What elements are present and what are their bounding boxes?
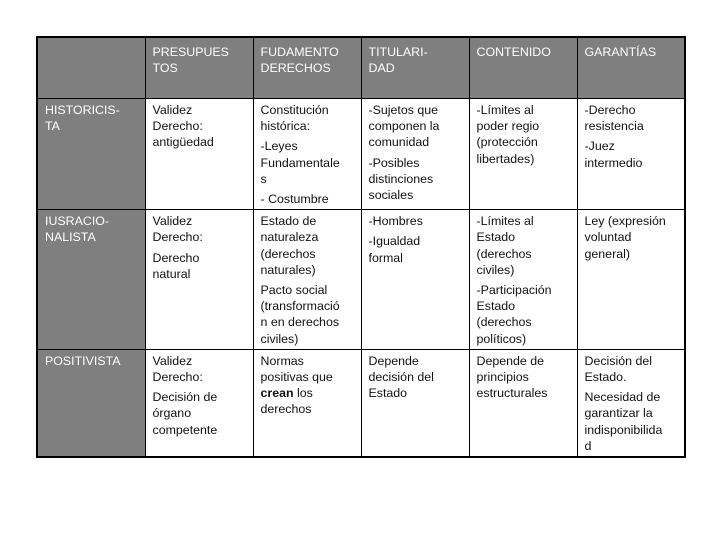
cell-line: - Costumbre <box>260 192 329 207</box>
cell-line: -Juez <box>584 139 615 154</box>
column-header-line: DAD <box>368 61 395 76</box>
cell-line: Estado de <box>260 214 317 229</box>
cell-line: positivas que <box>260 370 333 385</box>
cell-line: (transformació <box>260 299 340 314</box>
cell-line: (derechos <box>476 246 532 261</box>
cell-line: Derecho: <box>152 119 203 134</box>
bold-word: crean <box>260 386 294 401</box>
table-cell <box>253 99 361 210</box>
comparison-table <box>36 36 686 458</box>
row-header <box>37 210 145 350</box>
cell-line: Decisión de <box>152 390 218 405</box>
cell-line: -Límites al <box>476 103 534 117</box>
cell-line: voluntad <box>584 230 632 245</box>
table-cell <box>145 99 253 210</box>
cell-line: Validez <box>152 353 193 368</box>
column-header-line: PRESUPUES <box>152 45 229 59</box>
cell-line <box>261 385 355 401</box>
cell-line: resistencia <box>584 119 644 134</box>
row-header <box>37 349 145 457</box>
cell-line: -Igualdad <box>368 234 421 249</box>
cell-line: Estado <box>476 230 516 245</box>
table-cell <box>361 349 469 457</box>
row-header <box>37 99 145 210</box>
line-tail: los <box>293 386 313 401</box>
cell-line: antigüedad <box>152 135 214 150</box>
cell-line: (protección <box>476 135 538 150</box>
row-header-line: POSITIVISTA <box>45 353 121 368</box>
table-cell <box>145 210 253 350</box>
cell-line: civiles) <box>476 262 515 277</box>
column-header <box>145 37 253 99</box>
cell-line: n en derechos <box>260 315 340 330</box>
cell-line: d <box>584 438 592 453</box>
corner-cell <box>37 37 145 99</box>
cell-line: -Leyes <box>260 139 298 154</box>
row-header-line: HISTORICIS- <box>45 103 120 117</box>
column-header <box>469 37 577 99</box>
cell-line: Fundamentale <box>260 155 340 170</box>
cell-line: -Posibles <box>368 155 420 170</box>
table-cell <box>469 349 577 457</box>
cell-line: Estado. <box>584 370 627 385</box>
cell-line: Normas <box>260 353 304 368</box>
table-cell <box>469 210 577 350</box>
cell-line: Validez <box>152 214 193 229</box>
table-row <box>37 99 685 210</box>
row-header-line: IUSRACIO- <box>45 214 110 229</box>
cell-line: Pacto social <box>260 283 328 298</box>
table-cell <box>145 349 253 457</box>
cell-line: -Sujetos que <box>368 103 439 117</box>
cell-line: Depende <box>368 353 419 368</box>
cell-line: naturaleza <box>260 230 319 245</box>
cell-line: garantizar la <box>584 406 653 421</box>
table-cell <box>361 210 469 350</box>
table-cell <box>469 99 577 210</box>
row-header-line: NALISTA <box>45 230 96 245</box>
column-header <box>577 37 685 99</box>
cell-line: -Hombres <box>368 214 423 229</box>
table-cell <box>577 349 685 457</box>
cell-line: comunidad <box>368 135 430 150</box>
table-body <box>37 37 685 457</box>
column-header-line: TITULARI- <box>368 45 428 59</box>
cell-line: Validez <box>152 103 193 117</box>
cell-line: distinciones <box>368 171 434 186</box>
column-header <box>253 37 361 99</box>
table-row <box>37 210 685 350</box>
cell-line: (derechos <box>260 246 316 261</box>
table-cell <box>253 349 361 457</box>
cell-line: Estado <box>368 386 408 401</box>
cell-line: intermedio <box>584 155 643 170</box>
cell-line: Derecho <box>152 250 200 265</box>
header-row <box>37 37 685 99</box>
column-header <box>361 37 469 99</box>
cell-line: civiles) <box>260 331 299 346</box>
column-header-line: DERECHOS <box>260 61 331 76</box>
cell-line: indisponibilida <box>584 422 663 437</box>
column-header-line: CONTENIDO <box>476 45 551 59</box>
cell-line: poder regio <box>476 119 540 134</box>
cell-line: formal <box>368 250 403 265</box>
table-cell <box>253 210 361 350</box>
cell-line: Decisión del <box>584 353 652 368</box>
cell-line: sociales <box>368 188 414 203</box>
column-header-line: FUDAMENTO <box>260 45 339 59</box>
cell-line: Depende de <box>476 353 545 368</box>
cell-line: decisión del <box>368 370 434 385</box>
table-cell <box>361 99 469 210</box>
table-cell <box>577 210 685 350</box>
cell-line: competente <box>152 422 218 437</box>
cell-line: Ley (expresión <box>584 214 666 229</box>
cell-line: -Límites al <box>476 214 534 229</box>
cell-line: componen la <box>368 119 440 134</box>
cell-line: Necesidad de <box>584 390 661 405</box>
row-header-line: TA <box>45 119 60 134</box>
cell-line: general) <box>584 246 630 261</box>
cell-line: estructurales <box>476 386 548 401</box>
cell-line: Constitución <box>260 103 329 117</box>
table-cell <box>577 99 685 210</box>
cell-line: órgano <box>152 406 192 421</box>
cell-line: histórica: <box>260 119 311 134</box>
cell-line: Derecho: <box>152 230 203 245</box>
table-row <box>37 349 685 457</box>
cell-line: -Derecho <box>584 103 636 117</box>
cell-line: principios <box>476 370 529 385</box>
cell-line: Estado <box>476 299 516 314</box>
column-header-line: GARANTÍAS <box>584 45 657 59</box>
cell-line: libertades) <box>476 151 535 166</box>
cell-line: s <box>260 171 267 186</box>
cell-line: derechos <box>260 402 312 417</box>
cell-line: naturales) <box>260 262 316 277</box>
column-header-line: TOS <box>152 61 178 76</box>
cell-line: -Participación <box>476 283 552 298</box>
cell-line: Derecho: <box>152 370 203 385</box>
cell-line: políticos) <box>476 331 527 346</box>
cell-line: (derechos <box>476 315 532 330</box>
cell-line: natural <box>152 266 191 281</box>
